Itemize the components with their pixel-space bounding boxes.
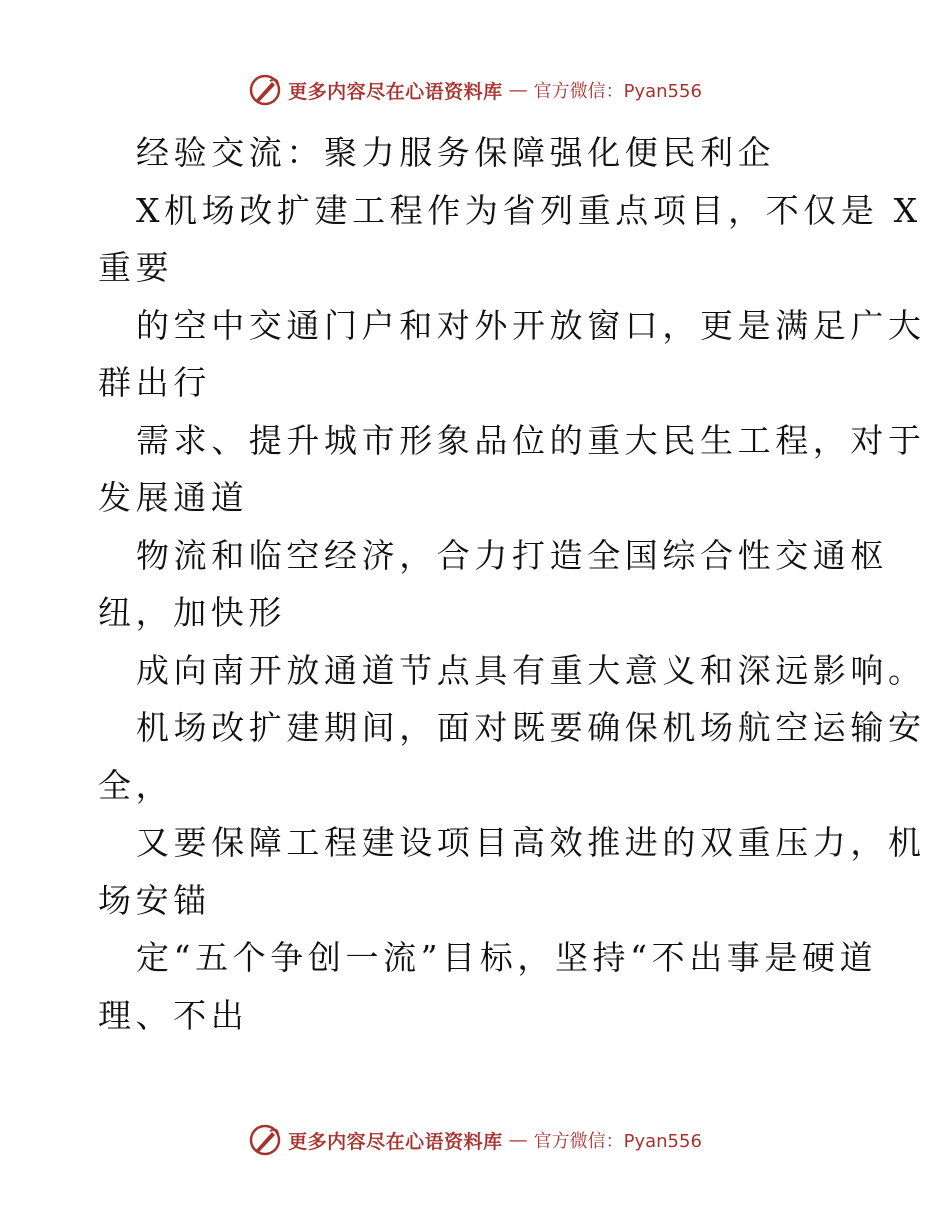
paragraph-line: 场安锚 [98, 880, 211, 920]
paragraph-line: 机场改扩建期间，面对既要确保机场航空运输安 [136, 708, 926, 747]
banner-separator: — [508, 79, 528, 101]
paragraph-line: 定“五个争创一流”目标，坚持“不出事是硬道 [136, 938, 878, 977]
header-banner [0, 70, 950, 110]
document-body [98, 124, 926, 1044]
footer-banner [0, 1120, 950, 1160]
footer-banner-title: 更多内容尽在心语资料库 [288, 1130, 503, 1153]
paragraph-line: 又要保障工程建设项目高效推进的双重压力，机 [136, 823, 926, 862]
paragraph-line: 纽，加快形 [98, 593, 286, 632]
paragraph-line: 需求、提升城市形象品位的重大民生工程，对于 [136, 420, 926, 460]
paragraph-line: 成向南开放通道节点具有重大意义和深远影响。 [136, 650, 926, 690]
paragraph-line: 的空中交通门户和对外开放窗口，更是满足广大 [136, 305, 926, 345]
paragraph-line: 全， [98, 765, 174, 805]
paragraph-line: 发展通道 [98, 478, 249, 517]
banner-wechat: 官方微信：Pyan556 [533, 81, 702, 102]
footer-banner-separator: — [508, 1129, 528, 1151]
banner-title: 更多内容尽在心语资料库 [288, 80, 503, 103]
footer-banner-wechat: 官方微信：Pyan556 [533, 1131, 702, 1152]
quill-pen-logo-icon [248, 1123, 282, 1157]
paragraph-line: 理、不出 [98, 995, 249, 1035]
paragraph-line: 物流和临空经济，合力打造全国综合性交通枢 [136, 535, 888, 575]
doc-title: 经验交流：聚力服务保障强化便民利企 [136, 133, 776, 172]
quill-pen-logo-icon [248, 73, 282, 107]
paragraph-line: 重要 [98, 248, 174, 287]
paragraph-line: X机场改扩建工程作为省列重点项目，不仅是 X [136, 190, 922, 230]
paragraph-line: 群出行 [98, 363, 211, 402]
